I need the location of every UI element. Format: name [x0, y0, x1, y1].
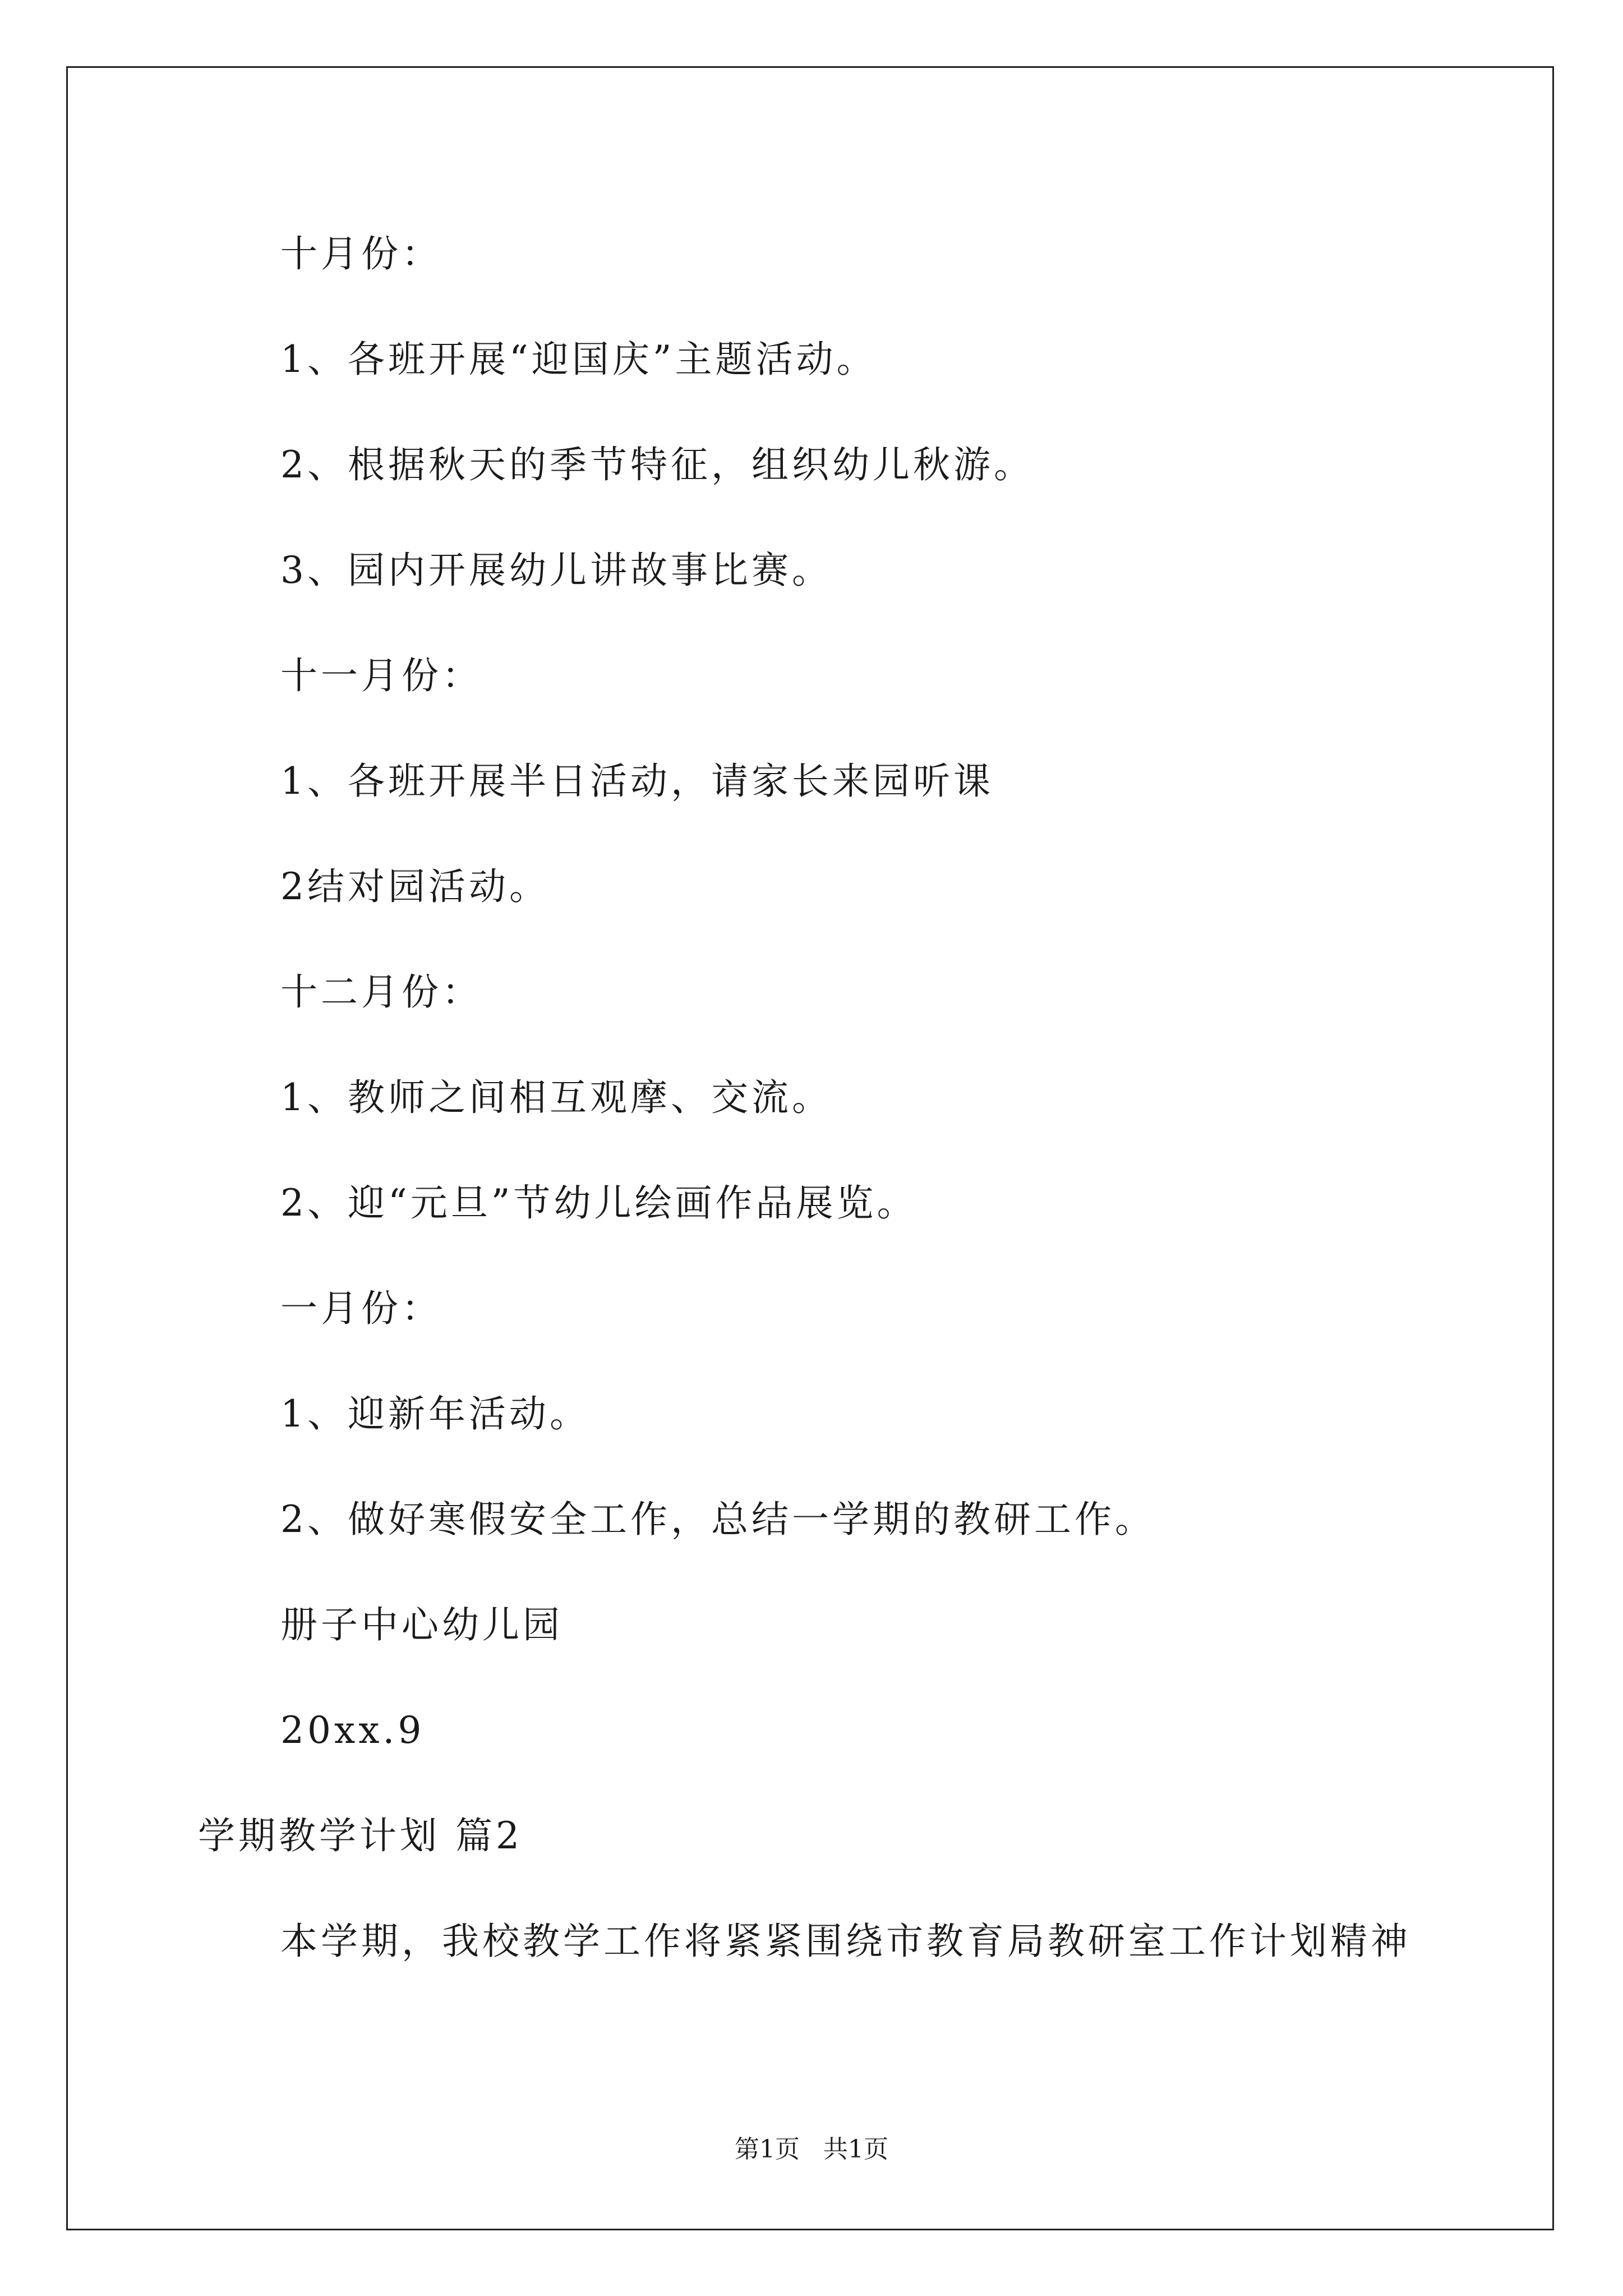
- paragraph-line: 2、迎“元旦”节幼儿绘画作品展览。: [280, 1181, 917, 1225]
- paragraph-line: 2、做好寒假安全工作，总结一学期的教研工作。: [280, 1498, 1155, 1541]
- paragraph-line: 1、迎新年活动。: [280, 1392, 590, 1435]
- signature-organization: 册子中心幼儿园: [280, 1603, 563, 1646]
- paragraph-line: 3、园内开展幼儿讲故事比赛。: [280, 549, 832, 592]
- heading-december: 十二月份：: [280, 970, 482, 1014]
- paragraph-line: 2、根据秋天的季节特征，组织幼儿秋游。: [280, 443, 1034, 486]
- paragraph-line: 2结对园活动。: [280, 865, 550, 908]
- page-frame: [66, 66, 1554, 2230]
- paragraph-line: 1、各班开展“迎国庆”主题活动。: [280, 338, 877, 381]
- heading-january: 一月份：: [280, 1287, 442, 1330]
- page-number-footer: 第1页 共1页: [735, 2135, 888, 2164]
- signature-date: 20xx.9: [280, 1709, 425, 1752]
- heading-october: 十月份：: [280, 232, 442, 275]
- section-title: 学期教学计划 篇2: [198, 1814, 523, 1857]
- heading-november: 十一月份：: [280, 654, 482, 697]
- paragraph-line: 1、教师之间相互观摩、交流。: [280, 1076, 832, 1119]
- paragraph-line: 本学期，我校教学工作将紧紧围绕市教育局教研室工作计划精神: [280, 1920, 1411, 1963]
- paragraph-line: 1、各班开展半日活动，请家长来园听课: [280, 760, 994, 803]
